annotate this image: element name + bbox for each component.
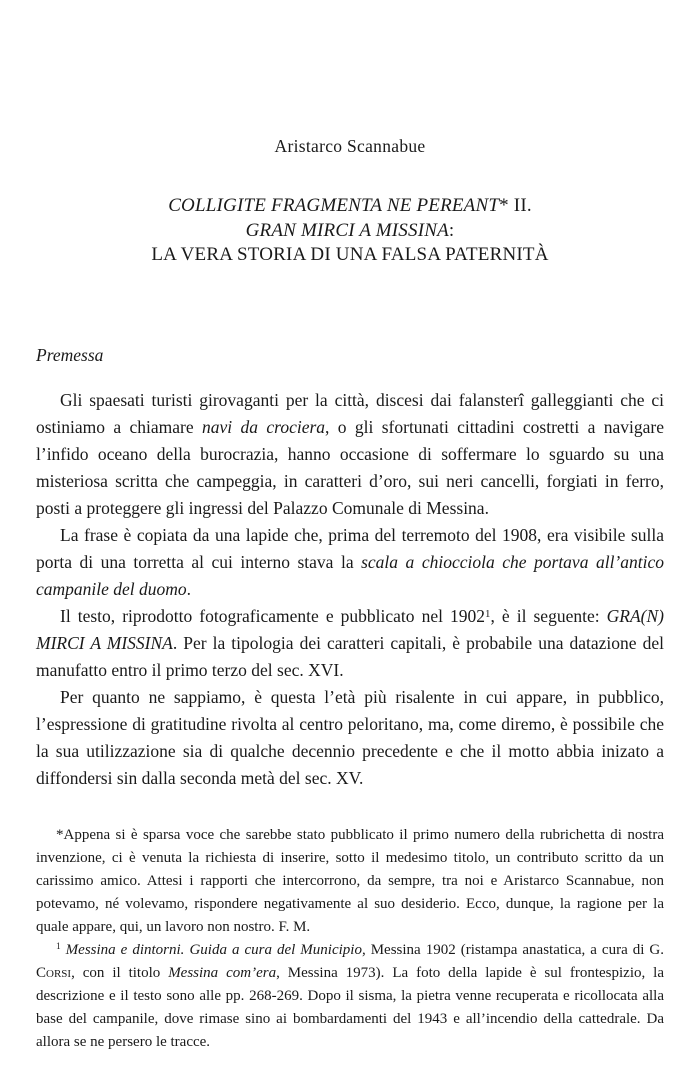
title-line: COLLIGITE FRAGMENTA NE PEREANT* II. (168, 195, 532, 216)
title-line: GRAN MIRCI A MISSINA: (245, 219, 455, 241)
footnote: $^1$ Messina e dintorni. Guida a cura del Municipio, Messina 1902 (ristampa anastatica, a cura di G. Corsi, con il titolo Messina com’era, Messina 1973). La foto della lapide è sul frontespizio, la descrizione e il testo sono alle pp. 268-269. Dopo il sisma, la pietra venne recuperata e ricollocata alla base del campanile, dove rimase sino ai bombardamenti del 1943 e all’incendio della cattedrale. Da allora se ne persero le tracce. (36, 941, 665, 1050)
body-paragraph: La frase è copiata da una lapide che, prima del terremoto del 1908, era visibile sulla porta di una torretta al cui interno stava la scala a chiocciola che portava all’antico campanile del duomo. (36, 524, 664, 599)
body-paragraph: Il testo, riprodotto fotograficamente e pubblicato nel 1902$^1$, è il seguente: GRA(N) MIRCI A MISSINA. Per la tipologia dei caratteri capitali, è probabile una datazione del manufatto entro il primo terzo del sec. XVI. (36, 605, 664, 680)
footnote: *Appena si è sparsa voce che sarebbe stato pubblicato il primo numero della rubrichetta di nostra invenzione, ci è venuta la richiesta di inserire, sotto il medesimo titolo, un contributo scritto da un carissimo amico. Attesi i rapporti che intercorrono, da sempre, tra noi e Aristarco Scannabue, non potevamo, né volevamo, rispondere negativamente al suo desiderio. Ecco, dunque, la ragione per la quale appare, qui, un lavoro non nostro. F. M. (36, 826, 664, 935)
body-paragraph: Per quanto ne sappiamo, è questa l’età più risalente in cui appare, in pubblico, l’espressione di gratitudine rivolta al centro peloritano, ma, come diremo, è possibile che la sua utilizzazione sia di qualche decennio precedente e che il motto abbia inizato a diffondersi sin dalla seconda metà del sec. XV. (36, 686, 664, 788)
author-line: Aristarco Scannabue (274, 136, 426, 156)
article-title (36, 194, 664, 268)
footnotes-block (36, 824, 664, 1054)
title-line: LA VERA STORIA DI UNA FALSA PATERNITÀ (151, 244, 549, 265)
article-body (36, 387, 664, 792)
body-paragraph: Gli spaesati turisti girovaganti per la città, discesi dai falansterî galleggianti che ci ostiniamo a chiamare navi da crociera, o gli sfortunati cittadini costretti a navigare l’infido oceano della burocrazia, hanno occasione di soffermare lo sguardo su una misteriosa scritta che campeggia, in caratteri d’oro, sui neri cancelli, forgiati in ferro, posti a proteggere gli ingressi del Palazzo Comunale di Messina. (36, 389, 664, 518)
section-heading: Premessa (36, 344, 104, 365)
